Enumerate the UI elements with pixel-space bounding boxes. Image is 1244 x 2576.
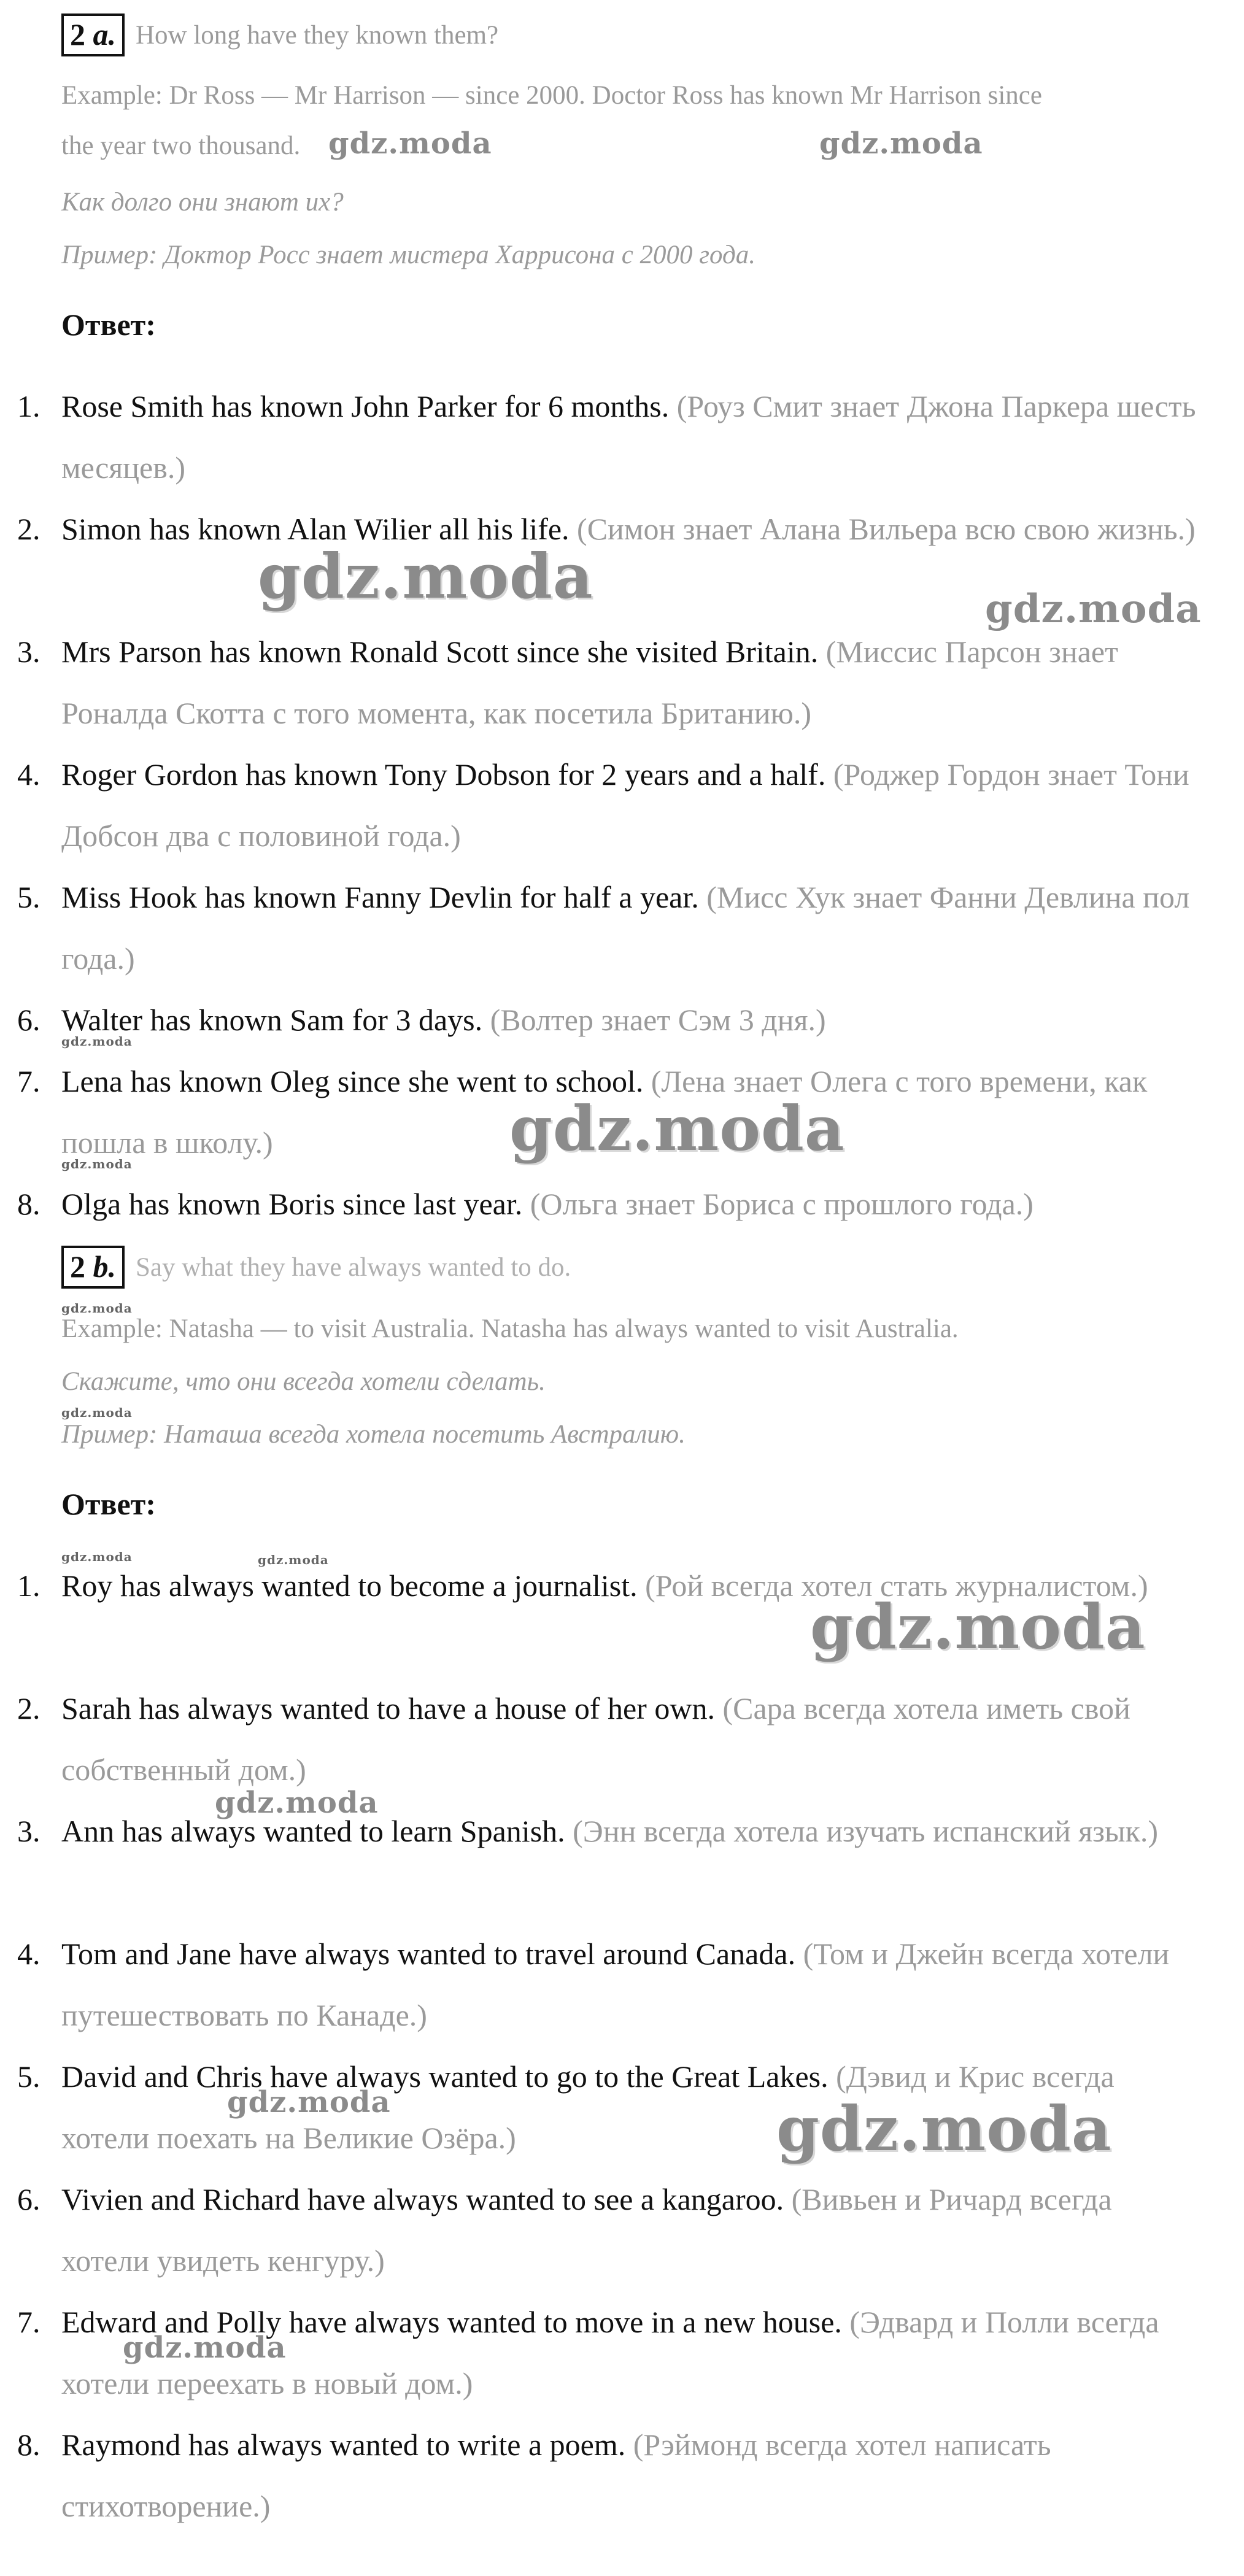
item-translation: (Рой всегда хотел стать журналистом.)	[645, 1568, 1148, 1603]
watermark: gdz.moda	[810, 1591, 1146, 1663]
item-translation: (Энн всегда хотела изучать испанский язык.)	[573, 1814, 1159, 1848]
watermark: gdz.moda	[258, 540, 593, 612]
watermark: gdz.moda	[509, 1092, 845, 1165]
watermark: gdz.moda	[819, 126, 983, 161]
item-translation: (Сара всегда хотела иметь свой собственный дом.)	[61, 1691, 1130, 1787]
item-english: Roger Gordon has known Tony Dobson for 2 years and a half.	[61, 757, 826, 792]
item-text	[61, 866, 1203, 989]
item-number: 7.	[17, 2305, 41, 2339]
item-text	[61, 989, 1203, 1051]
watermark: gdz.moda	[123, 2331, 287, 2365]
task-b-header	[61, 1246, 571, 1289]
item-text	[61, 498, 1203, 560]
task-b-letter: b.	[93, 1249, 116, 1284]
task-b-answer-label: Ответ:	[61, 1487, 156, 1521]
item-english: Sarah has always wanted to have a house of her own.	[61, 1691, 715, 1726]
item-english: Lena has known Oleg since she went to school.	[61, 1064, 644, 1098]
item-english: Simon has known Alan Wilier all his life.	[61, 512, 570, 546]
task-a-example-ru: Пример: Доктор Росс знает мистера Харрисона с 2000 года.	[61, 241, 755, 269]
task-b-example-en: Example: Natasha — to visit Australia. Natasha has always wanted to visit Australia.	[61, 1314, 959, 1343]
item-number: 1.	[17, 389, 41, 423]
item-number: 8.	[17, 2428, 41, 2462]
item-translation: (Мисс Хук знает Фанни Девлина пол года.)	[61, 880, 1190, 976]
item-translation: (Лена знает Олега с того времени, как пошла в школу.)	[61, 1064, 1148, 1160]
watermark: gdz.moda	[215, 1786, 379, 1820]
item-english: Mrs Parson has known Ronald Scott since she visited Britain.	[61, 634, 819, 669]
task-a-prompt-ru: Как долго они знают их?	[61, 188, 344, 217]
item-number: 4.	[17, 757, 41, 792]
task-a-letter: a.	[93, 17, 116, 52]
item-translation: (Дэвид и Крис всегда хотели поехать на Великие Озёра.)	[61, 2059, 1115, 2155]
item-english: Roy has always wanted to become a journalist.	[61, 1568, 638, 1603]
item-text	[61, 744, 1203, 866]
task-a-number-box	[61, 13, 125, 56]
item-translation: (Роуз Смит знает Джона Паркера шесть месяцев.)	[61, 389, 1196, 485]
item-english: Vivien and Richard have always wanted to see a kangaroo.	[61, 2182, 784, 2216]
task-b-example-ru: Пример: Наташа всегда хотела посетить Австралию.	[61, 1420, 686, 1449]
item-text	[61, 1678, 1203, 1800]
watermark: gdz.moda	[258, 1552, 329, 1567]
watermark: gdz.moda	[61, 1157, 133, 1171]
item-translation: (Волтер знает Сэм 3 дня.)	[490, 1003, 826, 1037]
item-english: Ann has always wanted to learn Spanish.	[61, 1814, 565, 1848]
task-b-number: 2	[70, 1249, 85, 1284]
watermark: gdz.moda	[227, 2085, 391, 2119]
item-number: 1.	[17, 1568, 41, 1603]
item-number: 7.	[17, 1064, 41, 1098]
task-b-number-box	[61, 1246, 125, 1289]
item-text	[61, 621, 1203, 744]
item-number: 2.	[17, 1691, 41, 1726]
task-a-example-en-2: the year two thousand.	[61, 131, 301, 160]
watermark: gdz.moda	[776, 2092, 1112, 2165]
task-a-prompt: How long have they known them?	[136, 20, 499, 50]
item-translation: (Симон знает Алана Вильера всю свою жизнь.)	[577, 512, 1196, 546]
item-number: 2.	[17, 512, 41, 546]
item-number: 5.	[17, 880, 41, 914]
watermark: gdz.moda	[61, 1549, 133, 1564]
watermark: gdz.moda	[61, 1301, 133, 1316]
item-number: 6.	[17, 2182, 41, 2216]
watermark: gdz.moda	[328, 126, 492, 161]
item-english: David and Chris have always wanted to go to the Great Lakes.	[61, 2059, 829, 2094]
item-number: 6.	[17, 1003, 41, 1037]
item-number: 8.	[17, 1187, 41, 1221]
item-text	[61, 2169, 1203, 2291]
item-english: Raymond has always wanted to write a poem.	[61, 2428, 626, 2462]
watermark: gdz.moda	[61, 1034, 133, 1049]
item-text	[61, 376, 1203, 498]
item-translation: (Эдвард и Полли всегда хотели переехать в новый дом.)	[61, 2305, 1159, 2401]
task-a-number: 2	[70, 17, 85, 52]
item-english: Olga has known Boris since last year.	[61, 1187, 523, 1221]
item-number: 5.	[17, 2059, 41, 2094]
task-a-example-en-1: Example: Dr Ross — Mr Harrison — since 2000. Doctor Ross has known Mr Harrison since	[61, 81, 1042, 110]
task-a-header	[61, 13, 498, 56]
item-translation: (Миссис Парсон знает Роналда Скотта с того момента, как посетила Британию.)	[61, 634, 1118, 730]
item-text	[61, 1923, 1203, 2046]
item-english: Edward and Polly have always wanted to move in a new house.	[61, 2305, 842, 2339]
item-number: 4.	[17, 1937, 41, 1971]
item-translation: (Ольга знает Бориса с прошлого года.)	[530, 1187, 1033, 1221]
item-number: 3.	[17, 634, 41, 669]
item-text	[61, 2414, 1203, 2537]
item-english: Tom and Jane have always wanted to travel around Canada.	[61, 1937, 796, 1971]
watermark: gdz.moda	[985, 586, 1202, 632]
item-translation: (Рэймонд всегда хотел написать стихотворение.)	[61, 2428, 1051, 2523]
item-english: Walter has known Sam for 3 days.	[61, 1003, 483, 1037]
item-english: Miss Hook has known Fanny Devlin for half a year.	[61, 880, 699, 914]
item-text	[61, 1173, 1203, 1235]
item-number: 3.	[17, 1814, 41, 1848]
task-b-prompt: Say what they have always wanted to do.	[136, 1252, 571, 1282]
item-translation: (Том и Джейн всегда хотели путешествовать по Канаде.)	[61, 1937, 1170, 2032]
item-translation: (Вивьен и Ричард всегда хотели увидеть кенгуру.)	[61, 2182, 1112, 2278]
task-a-answer-label: Ответ:	[61, 307, 156, 342]
item-translation: (Роджер Гордон знает Тони Добсон два с половиной года.)	[61, 757, 1189, 853]
watermark: gdz.moda	[61, 1405, 133, 1420]
task-b-prompt-ru: Скажите, что они всегда хотели сделать.	[61, 1367, 546, 1396]
item-english: Rose Smith has known John Parker for 6 months.	[61, 389, 670, 423]
